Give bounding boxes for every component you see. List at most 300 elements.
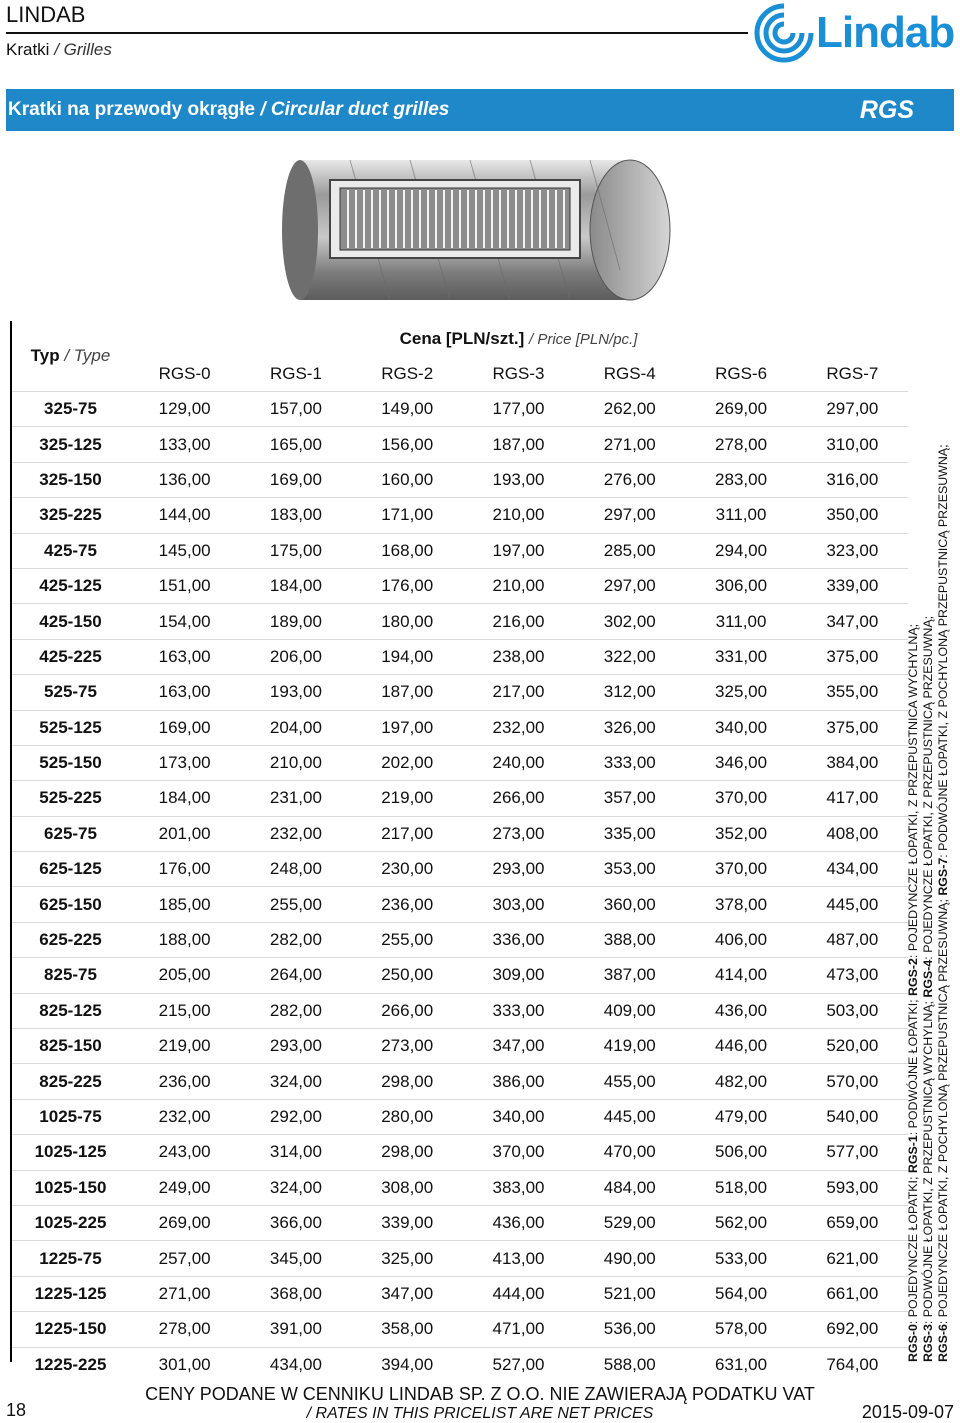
price-cell: 310,00: [797, 427, 908, 462]
price-cell: 533,00: [685, 1241, 796, 1276]
price-cell: 570,00: [797, 1064, 908, 1099]
price-cell: 358,00: [352, 1312, 463, 1347]
price-cell: 232,00: [463, 710, 574, 745]
price-cell: 446,00: [685, 1029, 796, 1064]
price-cell: 154,00: [129, 604, 240, 639]
price-cell: 455,00: [574, 1064, 685, 1099]
price-cell: 180,00: [352, 604, 463, 639]
price-cell: 257,00: [129, 1241, 240, 1276]
price-cell: 232,00: [240, 816, 351, 851]
footer-note: CENY PODANE W CENNIKU LINDAB SP. Z O.O. NIE ZAWIERAJĄ PODATKU VAT: [145, 1384, 815, 1404]
price-cell: 384,00: [797, 745, 908, 780]
type-cell: 425-125: [12, 568, 129, 603]
column-header: RGS-4: [603, 364, 656, 383]
price-cell: 266,00: [463, 781, 574, 816]
column-header: RGS-1: [269, 364, 322, 383]
footer-note-en: / RATES IN THIS PRICELIST ARE NET PRICES: [306, 1405, 654, 1422]
type-cell: 1025-150: [12, 1170, 129, 1205]
price-cell: 236,00: [352, 887, 463, 922]
price-cell: 278,00: [685, 427, 796, 462]
price-cell: 661,00: [797, 1276, 908, 1311]
document-title: LINDAB: [6, 2, 86, 27]
price-cell: 176,00: [129, 852, 240, 887]
price-cell: 331,00: [685, 639, 796, 674]
price-cell: 217,00: [352, 816, 463, 851]
price-cell: 173,00: [129, 745, 240, 780]
price-cell: 434,00: [797, 852, 908, 887]
price-cell: 529,00: [574, 1205, 685, 1240]
price-cell: 482,00: [685, 1064, 796, 1099]
category-label: Kratki: [6, 40, 50, 59]
price-cell: 302,00: [574, 604, 685, 639]
price-cell: 445,00: [574, 1099, 685, 1134]
price-cell: 271,00: [129, 1276, 240, 1311]
price-cell: 219,00: [352, 781, 463, 816]
price-cell: 301,00: [129, 1347, 240, 1382]
table-row: [12, 639, 908, 674]
lindab-logo-mark-icon: [754, 2, 814, 64]
price-cell: 219,00: [129, 1029, 240, 1064]
price-cell: 520,00: [797, 1029, 908, 1064]
price-cell: 593,00: [797, 1170, 908, 1205]
type-cell: 1225-225: [12, 1347, 129, 1382]
price-header: [129, 321, 908, 357]
table-row: [12, 1205, 908, 1240]
price-cell: 298,00: [352, 1135, 463, 1170]
price-cell: 160,00: [352, 462, 463, 497]
price-cell: 250,00: [352, 958, 463, 993]
banner-title: [8, 99, 449, 121]
price-cell: 333,00: [463, 993, 574, 1028]
price-cell: 434,00: [240, 1347, 351, 1382]
price-cell: 325,00: [352, 1241, 463, 1276]
type-cell: 325-75: [12, 392, 129, 427]
table-row: [12, 1312, 908, 1347]
type-cell: 525-125: [12, 710, 129, 745]
price-cell: 360,00: [574, 887, 685, 922]
table-row: [12, 1135, 908, 1170]
side-notes: [906, 321, 960, 1362]
type-cell: 1225-150: [12, 1312, 129, 1347]
type-cell: 1025-125: [12, 1135, 129, 1170]
side-note-text: : PODWÓJNE ŁOPATKI, Z PRZEPUSTNICĄ WYCHYLNĄ;: [921, 997, 935, 1325]
table-row: [12, 1029, 908, 1064]
side-note-code: RGS-1: [906, 1135, 920, 1174]
price-cell: 177,00: [463, 392, 574, 427]
type-cell: 825-125: [12, 993, 129, 1028]
price-cell: 375,00: [797, 710, 908, 745]
price-cell: 391,00: [240, 1312, 351, 1347]
price-cell: 387,00: [574, 958, 685, 993]
price-cell: 764,00: [797, 1347, 908, 1382]
price-cell: 487,00: [797, 922, 908, 957]
price-cell: 355,00: [797, 675, 908, 710]
price-cell: 278,00: [129, 1312, 240, 1347]
type-cell: 825-225: [12, 1064, 129, 1099]
price-cell: 188,00: [129, 922, 240, 957]
price-cell: 471,00: [463, 1312, 574, 1347]
price-cell: 283,00: [685, 462, 796, 497]
price-cell: 577,00: [797, 1135, 908, 1170]
table-row: [12, 427, 908, 462]
price-cell: 311,00: [685, 604, 796, 639]
price-cell: 169,00: [129, 710, 240, 745]
price-cell: 185,00: [129, 887, 240, 922]
price-cell: 414,00: [685, 958, 796, 993]
price-cell: 370,00: [685, 852, 796, 887]
banner-title-pl: Kratki na przewody okrągłe: [8, 99, 256, 120]
price-cell: 333,00: [574, 745, 685, 780]
price-cell: 394,00: [352, 1347, 463, 1382]
type-cell: 325-225: [12, 498, 129, 533]
price-cell: 210,00: [463, 568, 574, 603]
price-cell: 264,00: [240, 958, 351, 993]
price-cell: 255,00: [352, 922, 463, 957]
side-note-text: : POJEDYNCZE ŁOPATKI, Z POCHYLONĄ PRZEPUSTNICĄ PRZESUWNĄ;: [936, 895, 950, 1325]
price-cell: 189,00: [240, 604, 351, 639]
price-cell: 692,00: [797, 1312, 908, 1347]
price-cell: 136,00: [129, 462, 240, 497]
price-cell: 144,00: [129, 498, 240, 533]
type-cell: 425-225: [12, 639, 129, 674]
price-cell: 347,00: [797, 604, 908, 639]
price-cell: 339,00: [352, 1205, 463, 1240]
price-cell: 273,00: [463, 816, 574, 851]
price-cell: 413,00: [463, 1241, 574, 1276]
price-cell: 276,00: [574, 462, 685, 497]
price-cell: 408,00: [797, 816, 908, 851]
type-cell: 625-75: [12, 816, 129, 851]
price-cell: 255,00: [240, 887, 351, 922]
price-cell: 243,00: [129, 1135, 240, 1170]
side-note-code: RGS-0: [906, 1324, 920, 1362]
table-row: [12, 958, 908, 993]
price-cell: 163,00: [129, 639, 240, 674]
price-cell: 149,00: [352, 392, 463, 427]
price-cell: 368,00: [240, 1276, 351, 1311]
type-cell: 325-150: [12, 462, 129, 497]
price-cell: 345,00: [240, 1241, 351, 1276]
side-note-text: : POJEDYNCZE ŁOPATKI, Z PRZEPUSTNICĄ PRZESUWNĄ;: [921, 615, 935, 960]
side-note-text: : POJEDYNCZE ŁOPATKI, Z PRZEPUSTNICA WYCHYLNĄ;: [906, 623, 920, 959]
price-cell: 312,00: [574, 675, 685, 710]
price-cell: 129,00: [129, 392, 240, 427]
price-cell: 175,00: [240, 533, 351, 568]
type-cell: 825-75: [12, 958, 129, 993]
price-cell: 322,00: [574, 639, 685, 674]
price-cell: 294,00: [685, 533, 796, 568]
price-cell: 292,00: [240, 1099, 351, 1134]
type-cell: 1225-125: [12, 1276, 129, 1311]
price-cell: 236,00: [129, 1064, 240, 1099]
price-cell: 417,00: [797, 781, 908, 816]
price-cell: 588,00: [574, 1347, 685, 1382]
price-cell: 266,00: [352, 993, 463, 1028]
price-cell: 324,00: [240, 1064, 351, 1099]
price-cell: 309,00: [463, 958, 574, 993]
price-cell: 335,00: [574, 816, 685, 851]
price-cell: 386,00: [463, 1064, 574, 1099]
table-row: [12, 675, 908, 710]
type-cell: 425-75: [12, 533, 129, 568]
price-cell: 350,00: [797, 498, 908, 533]
price-cell: 249,00: [129, 1170, 240, 1205]
price-cell: 490,00: [574, 1241, 685, 1276]
price-cell: 271,00: [574, 427, 685, 462]
price-cell: 314,00: [240, 1135, 351, 1170]
price-cell: 165,00: [240, 427, 351, 462]
price-cell: 210,00: [240, 745, 351, 780]
price-cell: 183,00: [240, 498, 351, 533]
price-cell: 231,00: [240, 781, 351, 816]
price-cell: 201,00: [129, 816, 240, 851]
table-row: [12, 887, 908, 922]
price-header-label: Cena [PLN/szt.]: [399, 329, 525, 348]
price-cell: 157,00: [240, 392, 351, 427]
price-cell: 168,00: [352, 533, 463, 568]
type-cell: 625-125: [12, 852, 129, 887]
price-cell: 280,00: [352, 1099, 463, 1134]
lindab-logo: [754, 2, 954, 64]
price-cell: 238,00: [463, 639, 574, 674]
type-cell: 1025-75: [12, 1099, 129, 1134]
price-cell: 436,00: [463, 1205, 574, 1240]
price-cell: 293,00: [240, 1029, 351, 1064]
category-heading: [6, 40, 112, 60]
side-note-code: RGS-2: [906, 958, 920, 996]
price-cell: 336,00: [463, 922, 574, 957]
column-header-row: [12, 357, 908, 392]
price-cell: 240,00: [463, 745, 574, 780]
type-header-label-en: / Type: [64, 346, 111, 365]
price-cell: 217,00: [463, 675, 574, 710]
price-cell: 187,00: [463, 427, 574, 462]
price-cell: 340,00: [685, 710, 796, 745]
side-note-text: : POJEDYNCZE ŁOPATKI;: [906, 1173, 920, 1325]
price-cell: 536,00: [574, 1312, 685, 1347]
side-note-code: RGS-4: [921, 959, 935, 998]
price-cell: 306,00: [685, 568, 796, 603]
type-header-label: Typ: [30, 346, 60, 365]
price-cell: 297,00: [574, 498, 685, 533]
price-cell: 282,00: [240, 922, 351, 957]
table-row: [12, 993, 908, 1028]
price-cell: 339,00: [797, 568, 908, 603]
price-cell: 324,00: [240, 1170, 351, 1205]
table-row: [12, 781, 908, 816]
price-cell: 564,00: [685, 1276, 796, 1311]
price-cell: 269,00: [129, 1205, 240, 1240]
price-cell: 621,00: [797, 1241, 908, 1276]
type-cell: 525-75: [12, 675, 129, 710]
price-table: [10, 321, 908, 1374]
price-cell: 187,00: [352, 675, 463, 710]
price-cell: 298,00: [352, 1064, 463, 1099]
price-cell: 193,00: [240, 675, 351, 710]
price-cell: 269,00: [685, 392, 796, 427]
price-cell: 297,00: [797, 392, 908, 427]
price-cell: 171,00: [352, 498, 463, 533]
price-cell: 205,00: [129, 958, 240, 993]
table-row: [12, 745, 908, 780]
banner-title-en: / Circular duct grilles: [260, 99, 450, 120]
price-cell: 232,00: [129, 1099, 240, 1134]
price-cell: 503,00: [797, 993, 908, 1028]
price-cell: 316,00: [797, 462, 908, 497]
price-cell: 308,00: [352, 1170, 463, 1205]
price-cell: 631,00: [685, 1347, 796, 1382]
price-cell: 383,00: [463, 1170, 574, 1205]
side-note-text: : PODWÓJNE ŁOPATKI, Z POCHYLONĄ PRZEPUSTNICĄ PRZESUWNĄ;: [936, 444, 950, 858]
type-header: [12, 321, 129, 392]
price-cell: 470,00: [574, 1135, 685, 1170]
price-cell: 375,00: [797, 639, 908, 674]
price-cell: 659,00: [797, 1205, 908, 1240]
table-row: [12, 710, 908, 745]
price-cell: 285,00: [574, 533, 685, 568]
table-row: [12, 1170, 908, 1205]
price-cell: 445,00: [797, 887, 908, 922]
price-cell: 311,00: [685, 498, 796, 533]
section-banner: [6, 89, 954, 131]
price-cell: 151,00: [129, 568, 240, 603]
price-cell: 204,00: [240, 710, 351, 745]
price-cell: 193,00: [463, 462, 574, 497]
price-cell: 521,00: [574, 1276, 685, 1311]
price-cell: 216,00: [463, 604, 574, 639]
table-row: [12, 604, 908, 639]
price-cell: 323,00: [797, 533, 908, 568]
price-cell: 210,00: [463, 498, 574, 533]
price-cell: 406,00: [685, 922, 796, 957]
price-cell: 169,00: [240, 462, 351, 497]
side-note-code: RGS-3: [921, 1324, 935, 1362]
price-header-label-en: / Price [PLN/pc.]: [529, 331, 638, 348]
price-cell: 346,00: [685, 745, 796, 780]
product-image: [270, 140, 690, 310]
side-note-code: RGS-7: [936, 857, 950, 896]
column-header: RGS-3: [492, 364, 545, 383]
price-cell: 282,00: [240, 993, 351, 1028]
price-cell: 370,00: [685, 781, 796, 816]
table-row: [12, 816, 908, 851]
price-cell: 479,00: [685, 1099, 796, 1134]
type-cell: 525-225: [12, 781, 129, 816]
publication-date: 2015-09-07: [861, 1402, 954, 1422]
price-cell: 133,00: [129, 427, 240, 462]
table-row: [12, 533, 908, 568]
price-cell: 156,00: [352, 427, 463, 462]
column-header: RGS-2: [381, 364, 434, 383]
column-header: RGS-6: [715, 364, 768, 383]
price-cell: 409,00: [574, 993, 685, 1028]
price-cell: 527,00: [463, 1347, 574, 1382]
price-cell: 540,00: [797, 1099, 908, 1134]
side-note-line-3: [936, 321, 951, 1362]
table-header-row: [12, 321, 908, 357]
price-cell: 419,00: [574, 1029, 685, 1064]
price-cell: 340,00: [463, 1099, 574, 1134]
price-cell: 347,00: [352, 1276, 463, 1311]
price-cell: 325,00: [685, 675, 796, 710]
product-code: RGS: [859, 96, 914, 124]
table-row: [12, 392, 908, 427]
price-cell: 197,00: [463, 533, 574, 568]
price-cell: 194,00: [352, 639, 463, 674]
price-cell: 366,00: [240, 1205, 351, 1240]
table-row: [12, 1241, 908, 1276]
price-cell: 176,00: [352, 568, 463, 603]
table-row: [12, 462, 908, 497]
price-cell: 352,00: [685, 816, 796, 851]
price-cell: 202,00: [352, 745, 463, 780]
table-row: [12, 1276, 908, 1311]
side-note-text: : PODWÓJNE ŁOPATKI;: [906, 995, 920, 1136]
category-label-en: / Grilles: [54, 40, 112, 59]
price-cell: 388,00: [574, 922, 685, 957]
type-cell: 425-150: [12, 604, 129, 639]
table-row: [12, 922, 908, 957]
price-cell: 326,00: [574, 710, 685, 745]
price-cell: 378,00: [685, 887, 796, 922]
header-rule: [6, 32, 748, 34]
column-header: RGS-0: [158, 364, 211, 383]
price-cell: 444,00: [463, 1276, 574, 1311]
side-note-line-1: [906, 321, 921, 1362]
price-cell: 197,00: [352, 710, 463, 745]
table-row: [12, 1347, 908, 1382]
type-cell: 525-150: [12, 745, 129, 780]
price-cell: 357,00: [574, 781, 685, 816]
type-cell: 625-150: [12, 887, 129, 922]
type-cell: 825-150: [12, 1029, 129, 1064]
price-cell: 370,00: [463, 1135, 574, 1170]
table-row: [12, 498, 908, 533]
side-note-code: RGS-6: [936, 1324, 950, 1362]
price-cell: 473,00: [797, 958, 908, 993]
price-cell: 215,00: [129, 993, 240, 1028]
table-row: [12, 1064, 908, 1099]
price-cell: 484,00: [574, 1170, 685, 1205]
price-cell: 303,00: [463, 887, 574, 922]
side-note-line-2: [921, 321, 936, 1362]
price-cell: 230,00: [352, 852, 463, 887]
table-row: [12, 568, 908, 603]
price-cell: 353,00: [574, 852, 685, 887]
price-cell: 163,00: [129, 675, 240, 710]
price-cell: 206,00: [240, 639, 351, 674]
price-cell: 506,00: [685, 1135, 796, 1170]
type-cell: 625-225: [12, 922, 129, 957]
logo-wordmark: Lindab: [816, 8, 955, 57]
type-cell: 1225-75: [12, 1241, 129, 1276]
price-cell: 578,00: [685, 1312, 796, 1347]
price-cell: 145,00: [129, 533, 240, 568]
price-cell: 262,00: [574, 392, 685, 427]
price-cell: 562,00: [685, 1205, 796, 1240]
price-cell: 273,00: [352, 1029, 463, 1064]
price-cell: 436,00: [685, 993, 796, 1028]
price-cell: 184,00: [240, 568, 351, 603]
table-row: [12, 852, 908, 887]
price-cell: 347,00: [463, 1029, 574, 1064]
table-row: [12, 1099, 908, 1134]
table-body: [12, 392, 908, 1382]
page-number: 18: [6, 1400, 27, 1420]
price-cell: 518,00: [685, 1170, 796, 1205]
price-cell: 293,00: [463, 852, 574, 887]
type-cell: 1025-225: [12, 1205, 129, 1240]
